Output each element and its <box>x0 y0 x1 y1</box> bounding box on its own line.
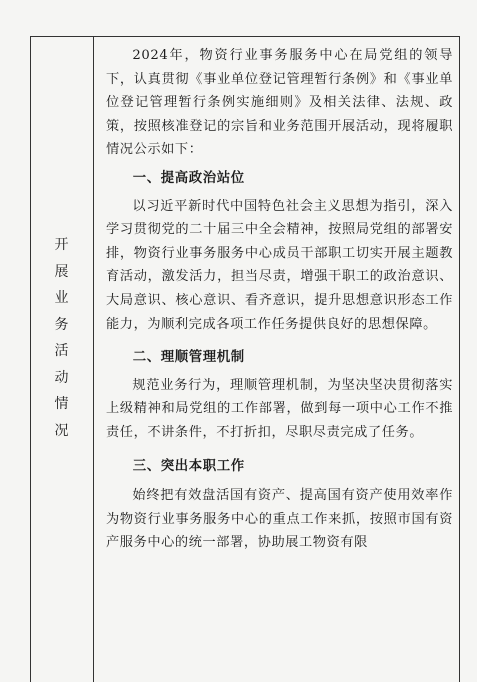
row-label-char: 况 <box>54 422 69 439</box>
row-label-char: 业 <box>54 290 69 306</box>
section-heading-3: 三、突出本职工作 <box>132 458 245 474</box>
row-label-char: 务 <box>54 316 69 333</box>
row-label-char: 展 <box>54 263 69 280</box>
section-heading-1: 一、提高政治站位 <box>132 170 245 186</box>
row-label-activities <box>30 232 93 444</box>
row-label-char: 情 <box>54 396 69 412</box>
content-cell <box>106 44 453 555</box>
section-body-1: 以习近平新时代中国特色社会主义思想为指引，深入学习贯彻党的二十届三中全会精神，按照局党组的部署安排，物资行业事务服务中心成员干部职工切实开展主题教育活动，激发活力，担当尽责，增强干职工的政治意识、大局意识、核心意识、看齐意识，提升思想意识形态工作能力，为顺利完成各项工作任务提供良好的思想保障。 <box>106 198 453 332</box>
row-label-char: 活 <box>54 343 69 359</box>
section-heading-2: 二、理顺管理机制 <box>132 350 245 366</box>
column-divider <box>93 36 94 682</box>
section-body-3: 始终把有效盘活国有资产、提高国有资产使用效率作为物资行业事务服务中心的重点工作来抓，按照市国有资产服务中心的统一部署，协助展工物资有限 <box>106 488 453 551</box>
section-body-2: 规范业务行为，理顺管理机制，为坚决坚决贯彻落实上级精神和局党组的工作部署，做到每一项中心工作不推责任，不讲条件，不打折扣，尽职尽责完成了任务。 <box>106 377 453 440</box>
intro-paragraph: 2024年，物资行业事务服务中心在局党组的领导下，认真贯彻《事业单位登记管理暂行条例》和《事业单位登记管理暂行条例实施细则》及相关法律、法规、政策，按照核准登记的宗旨和业务范围开展活动，现将履职情况公示如下： <box>106 48 453 158</box>
row-label-char: 动 <box>54 369 69 386</box>
row-label-char: 开 <box>54 237 69 253</box>
